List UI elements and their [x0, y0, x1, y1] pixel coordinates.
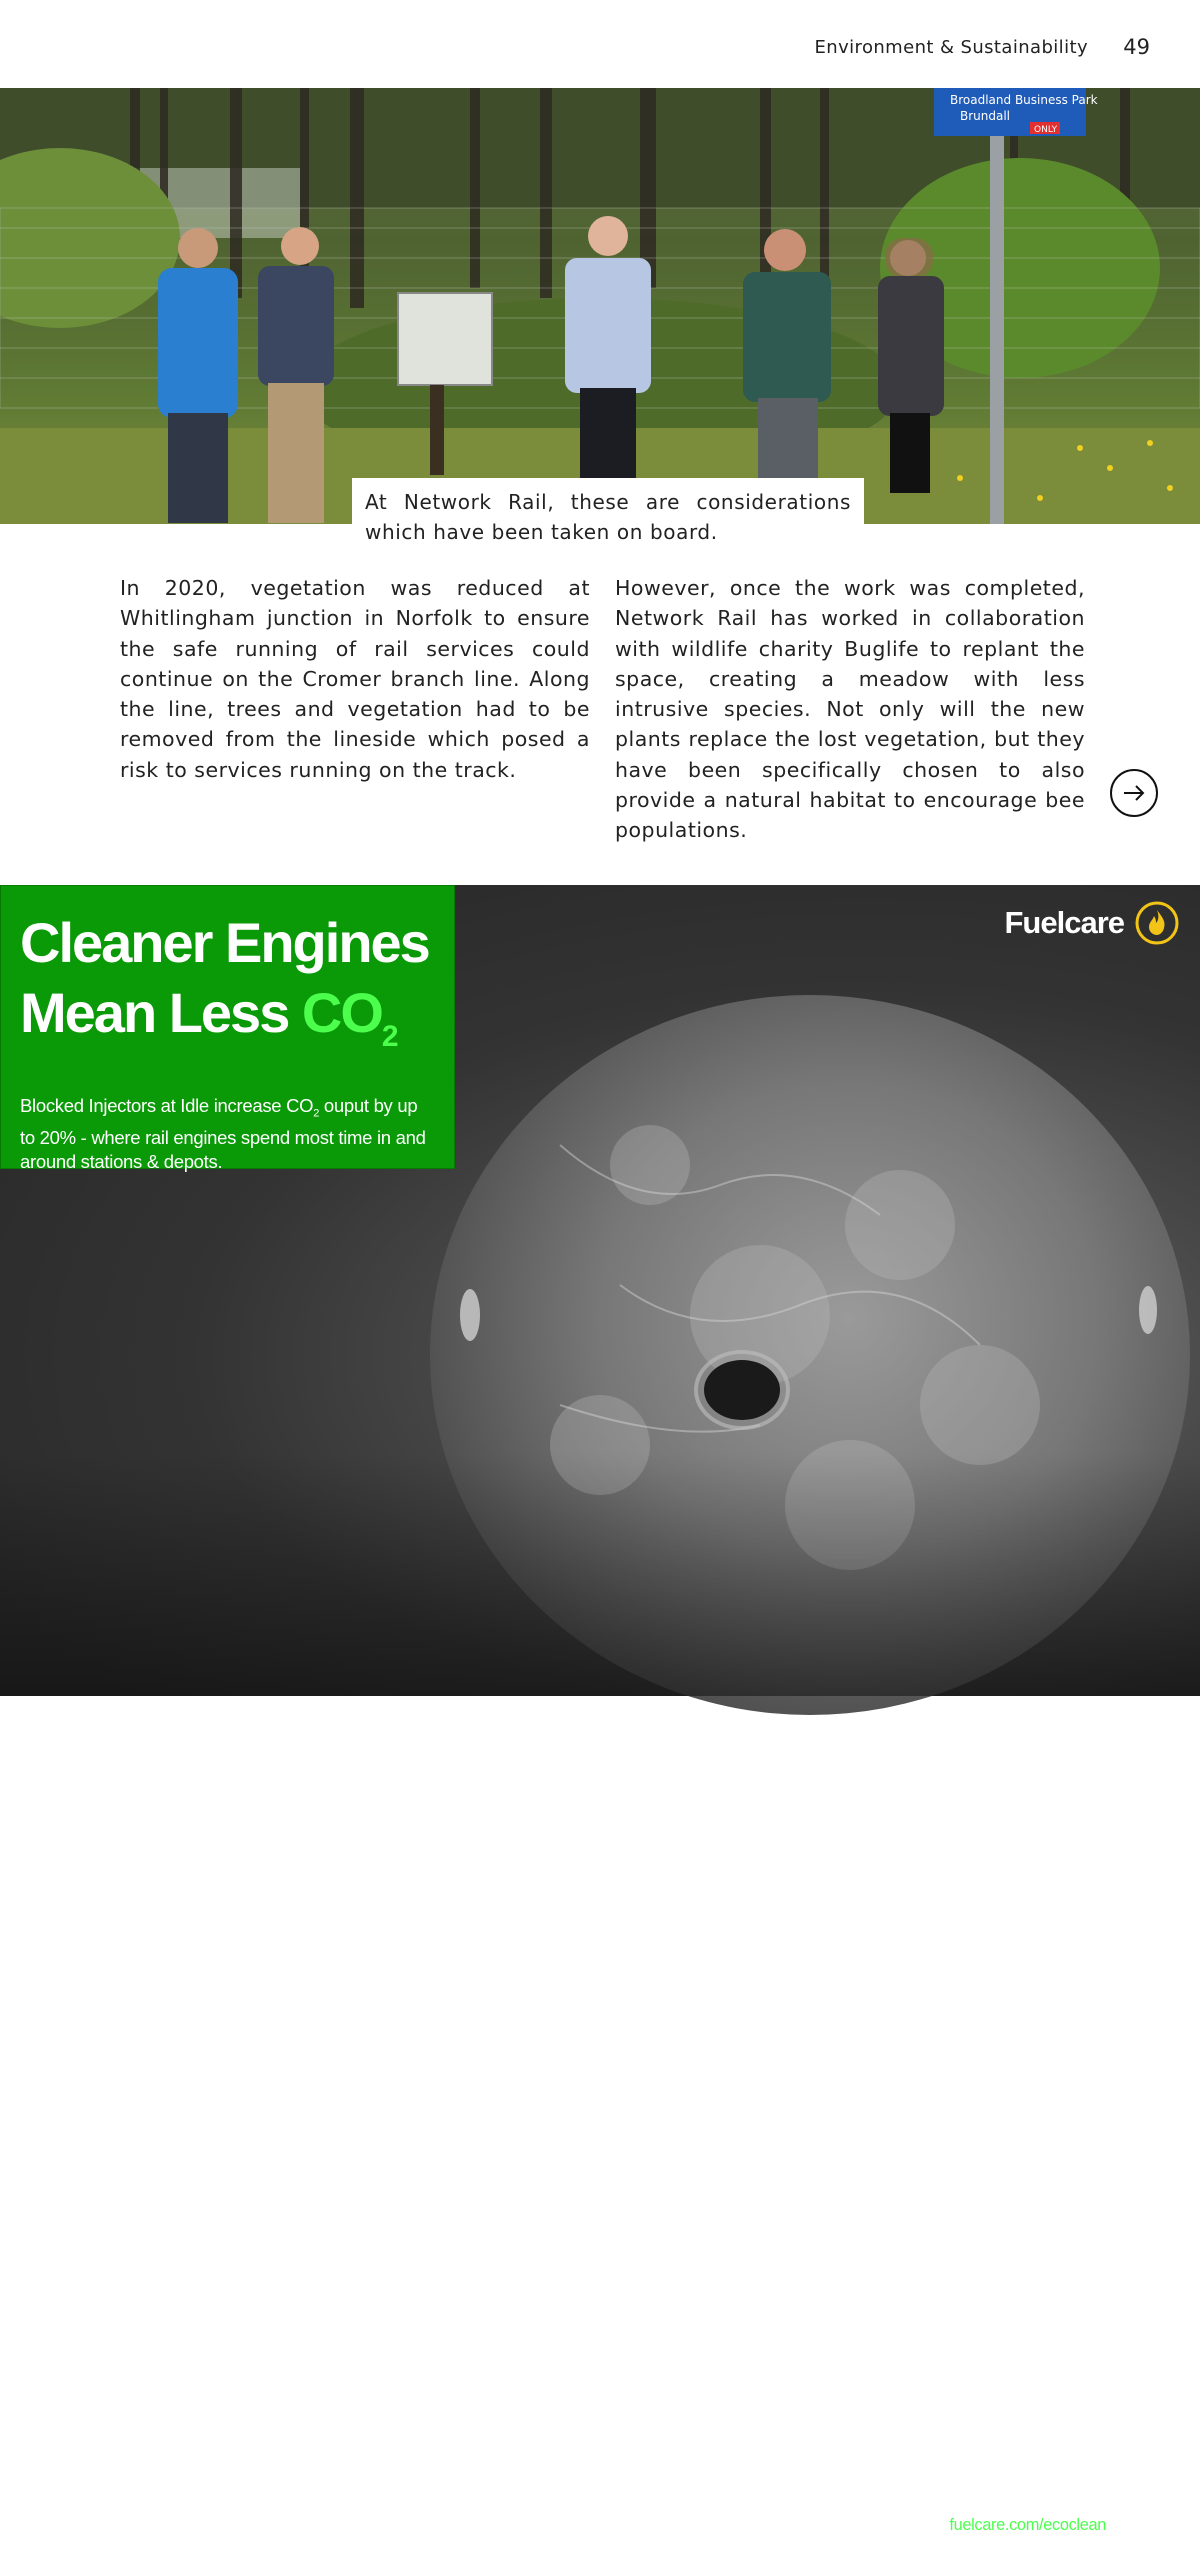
ad-headline-co: CO [301, 981, 382, 1044]
ad-footer-body: EcoClean™ HSDI is a fuel additive detergent in widespread automotive diesel use. With free, ‘fit & forget’ dosing technology from Fuelcare, EcoClean™ HSDI can now be applied to passenger & freight diesel rail fleets to support decarbonisation, save up to 3.5% on your fuel costs and provide cleaner air for Stations, Depots & Communities. EcoClean™ HSDI is used by a wide range of U.K. rail fleets including roll out to Scotland’s Railway in 2021. Visit [32, 2472, 1172, 2534]
ad-subheadline [20, 1094, 435, 1174]
ad-headline-line-1: Cleaner Engines [20, 911, 429, 974]
group-photo [0, 88, 1200, 524]
person-1 [158, 228, 238, 523]
ad-headline-panel [0, 885, 455, 1172]
page-header [0, 0, 1200, 88]
article-paragraph-left: In 2020, vegetation was reduced at Whitlingham junction in Norfolk to ensure the safe running of rail services could continue on the Cromer branch line. Along the line, trees and vegetation had to be removed from the lineside which posed a risk to services running on the track. [120, 576, 590, 782]
sign-line-3: ONLY [1034, 125, 1058, 135]
page-number: 49 [1123, 35, 1150, 59]
section-title: Environment & Sustainability [814, 37, 1088, 58]
ad-subhead-sub: 2 [313, 1107, 320, 1120]
ad-footer-text [32, 2470, 1172, 2558]
ad-subhead-part-2: ouput by up to 20% - where rail engines spend most time in and around stations & depots. [20, 1095, 426, 1172]
photo-caption: At Network Rail, these are considerations which have been taken on board. [352, 478, 864, 555]
fuelcare-brand [1004, 900, 1180, 946]
photo-illustration [0, 88, 1200, 524]
ad-footer-end: for more information. * 20.62% MTU183TD ISO8178 Cycle F at Idle SOT vs. 200 hours running with EcoClean™ HSDI. [32, 2516, 1173, 2556]
arrow-right-circle-icon [1120, 779, 1148, 807]
brand-name: Fuelcare [1004, 905, 1124, 940]
ad-footer-link[interactable]: fuelcare.com/ecoclean [949, 2516, 1107, 2534]
sign-line-2: Brundall [960, 109, 1011, 123]
person-2 [258, 227, 334, 523]
next-page-button[interactable] [1110, 769, 1158, 817]
ad-subhead-part-1: Blocked Injectors at Idle increase CO [20, 1095, 314, 1116]
flame-logo-icon [1134, 900, 1180, 946]
ad-headline-prefix: Mean Less [20, 981, 302, 1044]
ad-headline-line-2 [20, 978, 435, 1072]
fuelcare-advert [0, 885, 1200, 2556]
sign-line-1: Broadland Business Park [950, 93, 1098, 107]
ad-headline [20, 908, 435, 1072]
article-paragraph-right: However, once the work was completed, Network Rail has worked in collaboration with wildlife charity Buglife to replant the space, creating a meadow with less intrusive species. Not only will the new plants replace the lost vegetation, but they have been specifically chosen to also provide a natural habitat to encourage bee populations. [615, 576, 1085, 843]
ad-headline-sub: 2 [381, 1020, 399, 1053]
